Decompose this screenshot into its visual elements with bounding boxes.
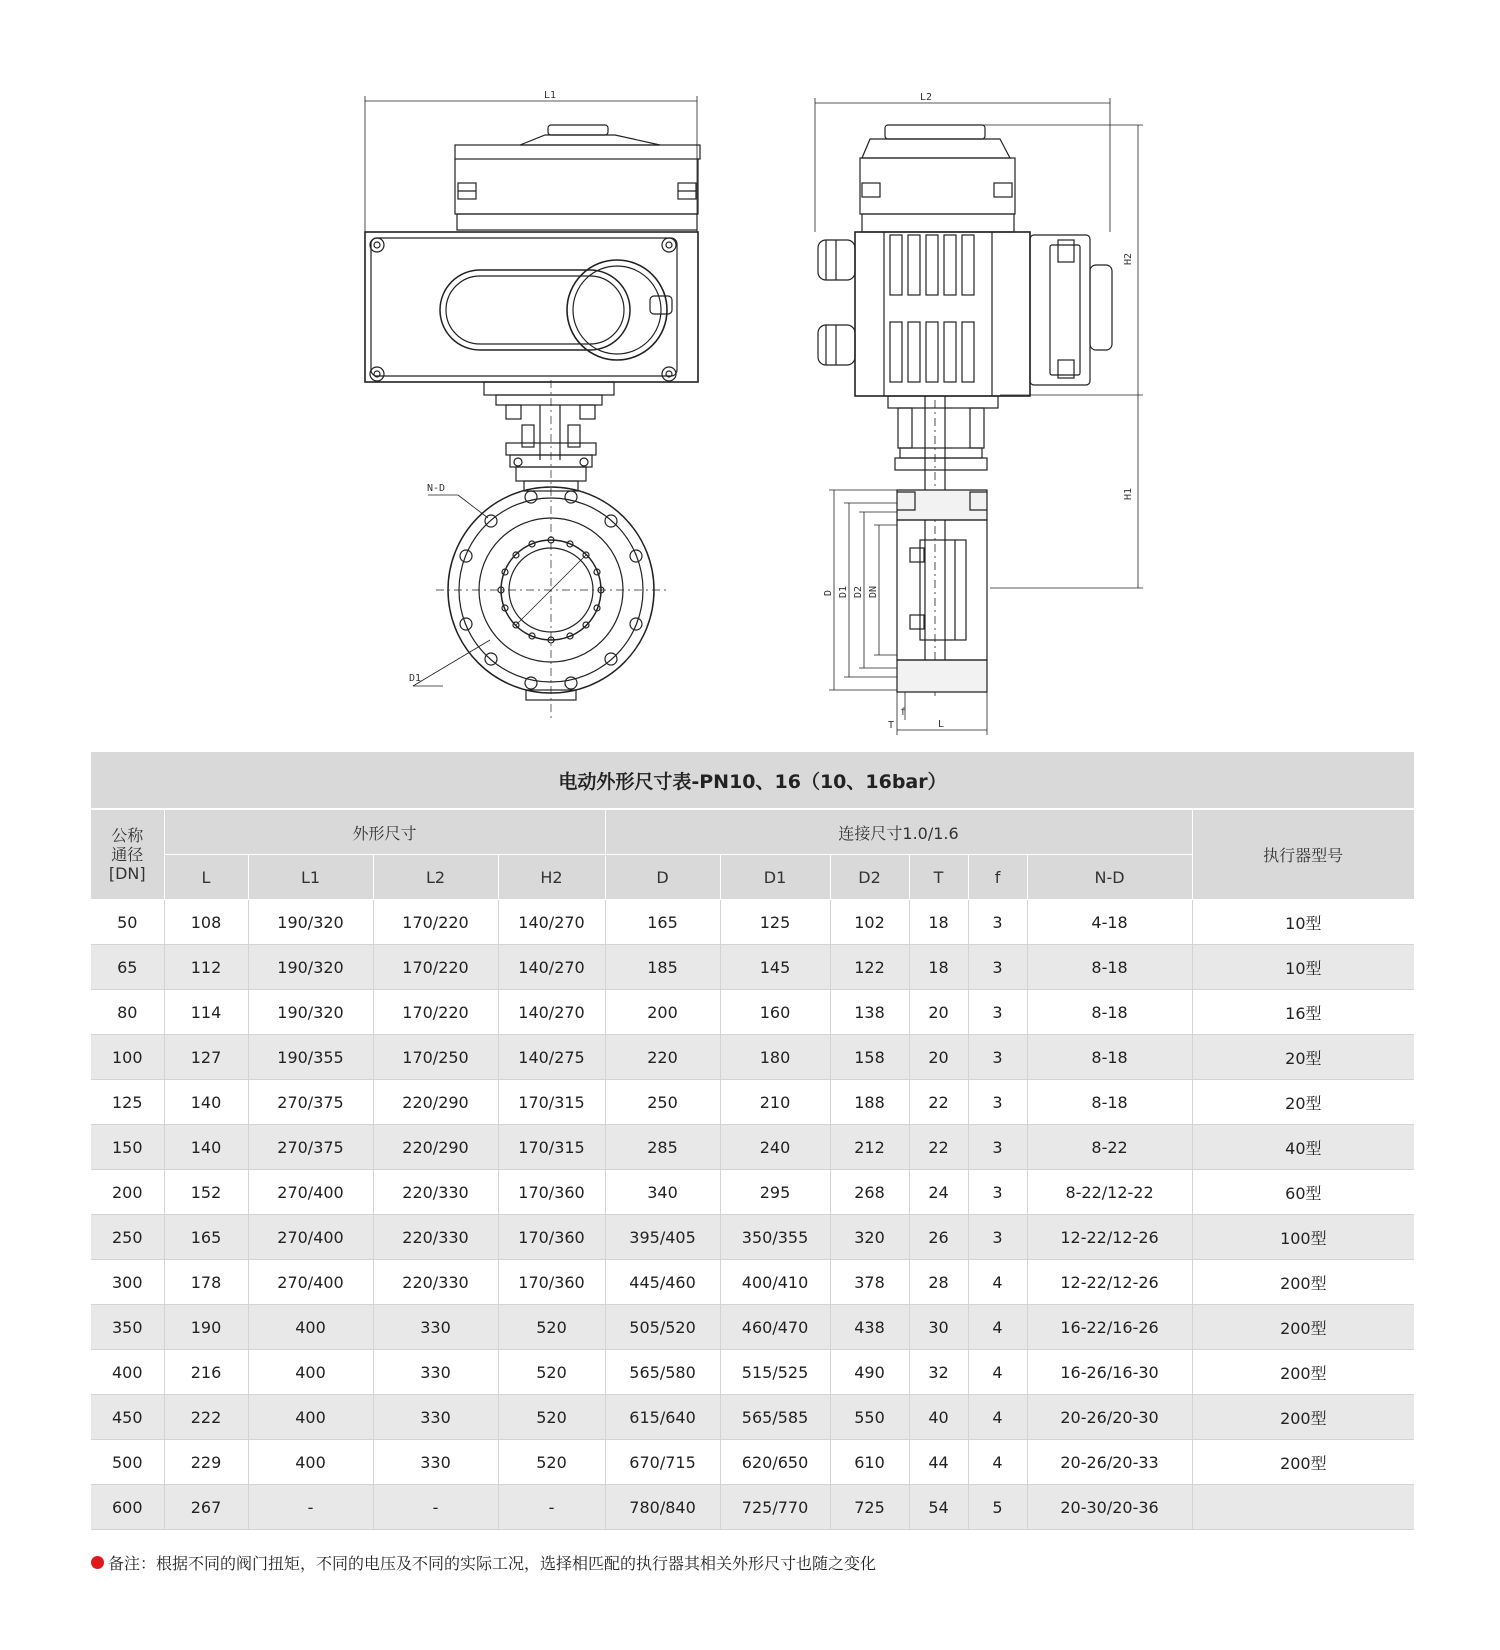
table-cell: 127 bbox=[164, 1035, 248, 1080]
table-cell: 8-18 bbox=[1027, 1035, 1192, 1080]
table-cell: 620/650 bbox=[720, 1440, 830, 1485]
label-d1-front: D1 bbox=[409, 673, 422, 684]
table-cell: 565/585 bbox=[720, 1395, 830, 1440]
table-cell: 4-18 bbox=[1027, 900, 1192, 945]
table-cell: 200型 bbox=[1192, 1440, 1414, 1485]
table-cell: 140 bbox=[164, 1080, 248, 1125]
table-cell: 330 bbox=[373, 1395, 498, 1440]
header-d1: D1 bbox=[720, 855, 830, 900]
table-cell bbox=[1192, 1485, 1414, 1530]
table-cell: 3 bbox=[968, 1125, 1027, 1170]
table-cell: 500 bbox=[91, 1440, 164, 1485]
table-cell: 200型 bbox=[1192, 1350, 1414, 1395]
label-nd: N-D bbox=[427, 483, 446, 494]
table-cell: 20 bbox=[909, 990, 968, 1035]
table-cell: 10型 bbox=[1192, 900, 1414, 945]
table-cell: 190/320 bbox=[248, 945, 373, 990]
technical-drawing bbox=[0, 0, 1500, 740]
footnote bbox=[91, 1551, 876, 1574]
table-row bbox=[91, 1170, 1414, 1215]
table-cell: 190/320 bbox=[248, 900, 373, 945]
table-cell: 267 bbox=[164, 1485, 248, 1530]
table-cell: 20-26/20-30 bbox=[1027, 1395, 1192, 1440]
table-body bbox=[91, 900, 1414, 1530]
table-row bbox=[91, 1125, 1414, 1170]
table-cell: 395/405 bbox=[605, 1215, 720, 1260]
table-cell: 350 bbox=[91, 1305, 164, 1350]
table-cell: 220/330 bbox=[373, 1215, 498, 1260]
table-cell: 140/275 bbox=[498, 1035, 605, 1080]
table-cell: 114 bbox=[164, 990, 248, 1035]
table-cell: 200 bbox=[91, 1170, 164, 1215]
table-cell: 3 bbox=[968, 1215, 1027, 1260]
table-cell: 8-18 bbox=[1027, 1080, 1192, 1125]
header-t: T bbox=[909, 855, 968, 900]
label-d1: D1 bbox=[838, 585, 849, 598]
table-cell: 165 bbox=[605, 900, 720, 945]
table-cell: 40型 bbox=[1192, 1125, 1414, 1170]
label-t: T bbox=[888, 720, 895, 731]
table-cell: 54 bbox=[909, 1485, 968, 1530]
table-cell: 3 bbox=[968, 990, 1027, 1035]
table-row bbox=[91, 990, 1414, 1035]
table-cell: 112 bbox=[164, 945, 248, 990]
header-h2: H2 bbox=[498, 855, 605, 900]
table-cell: 3 bbox=[968, 1170, 1027, 1215]
table-cell: 190 bbox=[164, 1305, 248, 1350]
label-dn: DN bbox=[868, 585, 879, 598]
header-d2: D2 bbox=[830, 855, 909, 900]
table-cell: 220/330 bbox=[373, 1260, 498, 1305]
table-cell: 165 bbox=[164, 1215, 248, 1260]
table-cell: 22 bbox=[909, 1080, 968, 1125]
table-cell: 170/220 bbox=[373, 990, 498, 1035]
table-cell: 60型 bbox=[1192, 1170, 1414, 1215]
table-cell: 65 bbox=[91, 945, 164, 990]
table-cell: 250 bbox=[91, 1215, 164, 1260]
table-cell: 460/470 bbox=[720, 1305, 830, 1350]
table-cell: 222 bbox=[164, 1395, 248, 1440]
table-row bbox=[91, 1485, 1414, 1530]
table-cell: 170/220 bbox=[373, 945, 498, 990]
table-cell: 170/360 bbox=[498, 1260, 605, 1305]
table-cell: 20-26/20-33 bbox=[1027, 1440, 1192, 1485]
table-cell: 22 bbox=[909, 1125, 968, 1170]
table-cell: 550 bbox=[830, 1395, 909, 1440]
table-cell: 4 bbox=[968, 1260, 1027, 1305]
label-f: f bbox=[900, 707, 907, 718]
table-row bbox=[91, 1215, 1414, 1260]
table-cell: 20-30/20-36 bbox=[1027, 1485, 1192, 1530]
table-cell: 50 bbox=[91, 900, 164, 945]
table-cell: 210 bbox=[720, 1080, 830, 1125]
table-cell: 220 bbox=[605, 1035, 720, 1080]
table-cell: 158 bbox=[830, 1035, 909, 1080]
table-cell: 20型 bbox=[1192, 1035, 1414, 1080]
table-cell: 295 bbox=[720, 1170, 830, 1215]
table-cell: 18 bbox=[909, 900, 968, 945]
table-row bbox=[91, 1080, 1414, 1125]
table-cell: 8-18 bbox=[1027, 990, 1192, 1035]
table-cell: 520 bbox=[498, 1305, 605, 1350]
bullet-dot-icon bbox=[91, 1556, 104, 1569]
table-cell: 268 bbox=[830, 1170, 909, 1215]
table-row bbox=[91, 1035, 1414, 1080]
header-nd: N-D bbox=[1027, 855, 1192, 900]
table-cell: 24 bbox=[909, 1170, 968, 1215]
table-cell: 188 bbox=[830, 1080, 909, 1125]
table-cell: 138 bbox=[830, 990, 909, 1035]
valve-drawing-svg bbox=[0, 0, 1500, 740]
table-cell: 490 bbox=[830, 1350, 909, 1395]
header-outline-group: 外形尺寸 bbox=[164, 810, 605, 855]
table-cell: 16型 bbox=[1192, 990, 1414, 1035]
table-cell: 4 bbox=[968, 1305, 1027, 1350]
label-h2: H2 bbox=[1123, 252, 1134, 265]
table-cell: 320 bbox=[830, 1215, 909, 1260]
footnote-text: 备注：根据不同的阀门扭矩，不同的电压及不同的实际工况，选择相匹配的执行器其相关外形尺寸也随之变化 bbox=[108, 1554, 877, 1573]
table-cell: 330 bbox=[373, 1305, 498, 1350]
table-cell: 102 bbox=[830, 900, 909, 945]
table-cell: 170/315 bbox=[498, 1080, 605, 1125]
table-cell: 400/410 bbox=[720, 1260, 830, 1305]
table-cell: 200型 bbox=[1192, 1395, 1414, 1440]
table-cell: 725 bbox=[830, 1485, 909, 1530]
table-cell: - bbox=[373, 1485, 498, 1530]
table-cell: 229 bbox=[164, 1440, 248, 1485]
table-cell: 122 bbox=[830, 945, 909, 990]
table-cell: 8-22/12-22 bbox=[1027, 1170, 1192, 1215]
table-cell: 445/460 bbox=[605, 1260, 720, 1305]
table-cell: 40 bbox=[909, 1395, 968, 1440]
table-cell: 212 bbox=[830, 1125, 909, 1170]
table-cell: 170/315 bbox=[498, 1125, 605, 1170]
table-cell: 125 bbox=[720, 900, 830, 945]
table-cell: 28 bbox=[909, 1260, 968, 1305]
table-cell: 270/400 bbox=[248, 1215, 373, 1260]
header-d: D bbox=[605, 855, 720, 900]
table-cell: 285 bbox=[605, 1125, 720, 1170]
label-h1: H1 bbox=[1123, 487, 1134, 500]
table-cell: 4 bbox=[968, 1440, 1027, 1485]
table-cell: 140/270 bbox=[498, 990, 605, 1035]
table-cell: 16-26/16-30 bbox=[1027, 1350, 1192, 1395]
table-cell: 10型 bbox=[1192, 945, 1414, 990]
table-cell: 152 bbox=[164, 1170, 248, 1215]
table-cell: 190/320 bbox=[248, 990, 373, 1035]
table-cell: 140/270 bbox=[498, 945, 605, 990]
table-cell: 4 bbox=[968, 1350, 1027, 1395]
table-cell: 270/400 bbox=[248, 1170, 373, 1215]
table-cell: 170/360 bbox=[498, 1170, 605, 1215]
table-cell: - bbox=[248, 1485, 373, 1530]
header-dn: 公称 通径 [DN] bbox=[91, 810, 164, 900]
table-cell: 400 bbox=[91, 1350, 164, 1395]
table-cell: 26 bbox=[909, 1215, 968, 1260]
label-l: L bbox=[938, 719, 945, 730]
table-cell: 3 bbox=[968, 1080, 1027, 1125]
table-row bbox=[91, 1440, 1414, 1485]
label-l2: L2 bbox=[920, 92, 933, 103]
table-cell: 3 bbox=[968, 945, 1027, 990]
table-cell: - bbox=[498, 1485, 605, 1530]
table-cell: 108 bbox=[164, 900, 248, 945]
table-cell: 378 bbox=[830, 1260, 909, 1305]
table-cell: 216 bbox=[164, 1350, 248, 1395]
header-l: L bbox=[164, 855, 248, 900]
table-cell: 140 bbox=[164, 1125, 248, 1170]
table-cell: 100型 bbox=[1192, 1215, 1414, 1260]
table-cell: 16-22/16-26 bbox=[1027, 1305, 1192, 1350]
table-row bbox=[91, 900, 1414, 945]
table-cell: 100 bbox=[91, 1035, 164, 1080]
table-cell: 32 bbox=[909, 1350, 968, 1395]
table-cell: 150 bbox=[91, 1125, 164, 1170]
table-cell: 200型 bbox=[1192, 1260, 1414, 1305]
table-cell: 220/330 bbox=[373, 1170, 498, 1215]
table-cell: 565/580 bbox=[605, 1350, 720, 1395]
table-cell: 12-22/12-26 bbox=[1027, 1215, 1192, 1260]
table-cell: 330 bbox=[373, 1350, 498, 1395]
table-cell: 80 bbox=[91, 990, 164, 1035]
table-cell: 178 bbox=[164, 1260, 248, 1305]
table-cell: 44 bbox=[909, 1440, 968, 1485]
table-cell: 250 bbox=[605, 1080, 720, 1125]
table-cell: 170/220 bbox=[373, 900, 498, 945]
table-cell: 8-22 bbox=[1027, 1125, 1192, 1170]
table-cell: 270/400 bbox=[248, 1260, 373, 1305]
header-l1: L1 bbox=[248, 855, 373, 900]
table-cell: 520 bbox=[498, 1350, 605, 1395]
table-cell: 160 bbox=[720, 990, 830, 1035]
table-row bbox=[91, 1350, 1414, 1395]
side-view bbox=[815, 98, 1143, 735]
table-cell: 520 bbox=[498, 1440, 605, 1485]
header-connection-group: 连接尺寸1.0/1.6 bbox=[605, 810, 1192, 855]
table-cell: 5 bbox=[968, 1485, 1027, 1530]
table-cell: 340 bbox=[605, 1170, 720, 1215]
table-cell: 400 bbox=[248, 1305, 373, 1350]
dimension-table-container bbox=[91, 752, 1414, 1530]
table-cell: 515/525 bbox=[720, 1350, 830, 1395]
table-cell: 180 bbox=[720, 1035, 830, 1080]
table-cell: 4 bbox=[968, 1395, 1027, 1440]
table-cell: 185 bbox=[605, 945, 720, 990]
table-cell: 350/355 bbox=[720, 1215, 830, 1260]
table-cell: 615/640 bbox=[605, 1395, 720, 1440]
table-cell: 240 bbox=[720, 1125, 830, 1170]
table-row bbox=[91, 1260, 1414, 1305]
table-cell: 220/290 bbox=[373, 1080, 498, 1125]
table-cell: 3 bbox=[968, 900, 1027, 945]
table-cell: 200型 bbox=[1192, 1305, 1414, 1350]
table-cell: 20型 bbox=[1192, 1080, 1414, 1125]
label-d2: D2 bbox=[853, 585, 864, 598]
table-cell: 270/375 bbox=[248, 1125, 373, 1170]
table-cell: 20 bbox=[909, 1035, 968, 1080]
label-d: D bbox=[823, 589, 834, 596]
table-cell: 190/355 bbox=[248, 1035, 373, 1080]
table-cell: 520 bbox=[498, 1395, 605, 1440]
table-cell: 8-18 bbox=[1027, 945, 1192, 990]
table-cell: 140/270 bbox=[498, 900, 605, 945]
table-cell: 670/715 bbox=[605, 1440, 720, 1485]
table-cell: 170/250 bbox=[373, 1035, 498, 1080]
table-cell: 220/290 bbox=[373, 1125, 498, 1170]
header-l2: L2 bbox=[373, 855, 498, 900]
table-row bbox=[91, 1395, 1414, 1440]
table-cell: 145 bbox=[720, 945, 830, 990]
table-title: 电动外形尺寸表-PN10、16（10、16bar） bbox=[91, 752, 1414, 810]
table-cell: 505/520 bbox=[605, 1305, 720, 1350]
table-row bbox=[91, 945, 1414, 990]
table-cell: 18 bbox=[909, 945, 968, 990]
table-cell: 12-22/12-26 bbox=[1027, 1260, 1192, 1305]
header-actuator: 执行器型号 bbox=[1192, 810, 1414, 900]
table-cell: 400 bbox=[248, 1350, 373, 1395]
table-cell: 3 bbox=[968, 1035, 1027, 1080]
table-cell: 725/770 bbox=[720, 1485, 830, 1530]
table-cell: 330 bbox=[373, 1440, 498, 1485]
table-cell: 200 bbox=[605, 990, 720, 1035]
table-cell: 600 bbox=[91, 1485, 164, 1530]
table-cell: 450 bbox=[91, 1395, 164, 1440]
table-cell: 780/840 bbox=[605, 1485, 720, 1530]
table-cell: 170/360 bbox=[498, 1215, 605, 1260]
table-cell: 438 bbox=[830, 1305, 909, 1350]
table-cell: 400 bbox=[248, 1440, 373, 1485]
table-row bbox=[91, 1305, 1414, 1350]
table-cell: 270/375 bbox=[248, 1080, 373, 1125]
table-cell: 30 bbox=[909, 1305, 968, 1350]
dimension-table bbox=[91, 810, 1415, 1530]
table-cell: 300 bbox=[91, 1260, 164, 1305]
table-cell: 125 bbox=[91, 1080, 164, 1125]
table-cell: 400 bbox=[248, 1395, 373, 1440]
table-cell: 610 bbox=[830, 1440, 909, 1485]
header-f: f bbox=[968, 855, 1027, 900]
label-l1: L1 bbox=[544, 90, 557, 101]
front-view bbox=[365, 96, 700, 720]
